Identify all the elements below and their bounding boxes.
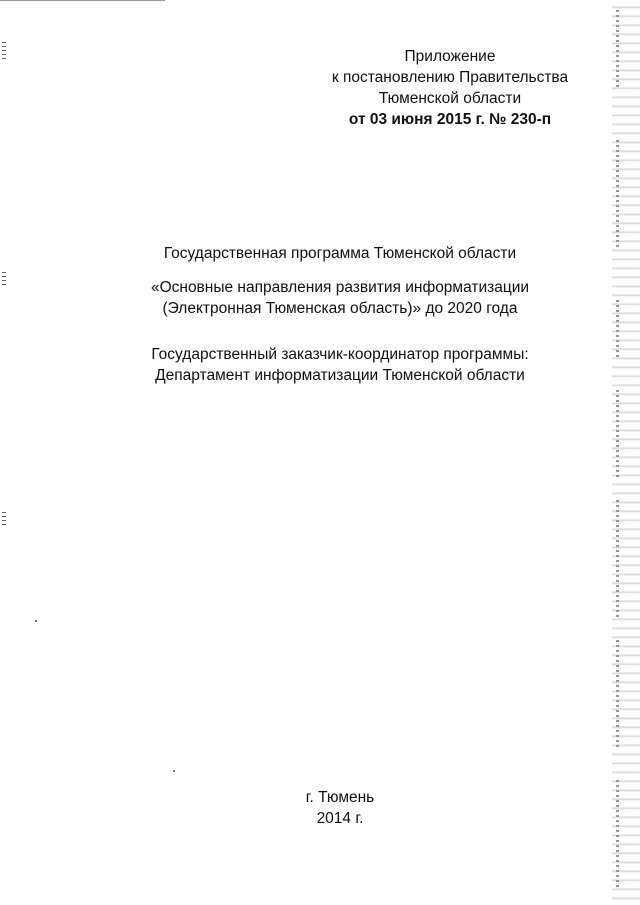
program-name-line-1: «Основные направления развития информатизации xyxy=(150,279,530,296)
program-name xyxy=(0,277,640,319)
appendix-date-number: от 03 июня 2015 г. № 230-п xyxy=(348,111,552,128)
scan-edge-line xyxy=(0,0,165,1)
program-title-text: Государственная программа Тюменской области xyxy=(163,245,517,262)
scan-speck xyxy=(173,770,175,772)
scan-left-mark xyxy=(2,42,6,62)
appendix-title: Приложение xyxy=(404,48,496,65)
customer-department: Департамент информатизации Тюменской области xyxy=(155,367,525,384)
scan-left-mark xyxy=(2,512,6,528)
appendix-header xyxy=(320,46,580,130)
scan-speck xyxy=(35,620,37,622)
program-customer xyxy=(0,344,640,386)
scan-right-edge xyxy=(612,0,640,905)
document-footer xyxy=(0,787,640,829)
program-title xyxy=(0,243,640,264)
customer-label: Государственный заказчик-координатор программы: xyxy=(151,346,529,363)
appendix-region: Тюменской области xyxy=(378,90,522,107)
appendix-resolution: к постановлению Правительства xyxy=(331,69,569,86)
footer-year: 2014 г. xyxy=(316,810,364,827)
program-name-line-2: (Электронная Тюменская область)» до 2020 года xyxy=(162,300,518,317)
footer-city: г. Тюмень xyxy=(305,789,375,806)
